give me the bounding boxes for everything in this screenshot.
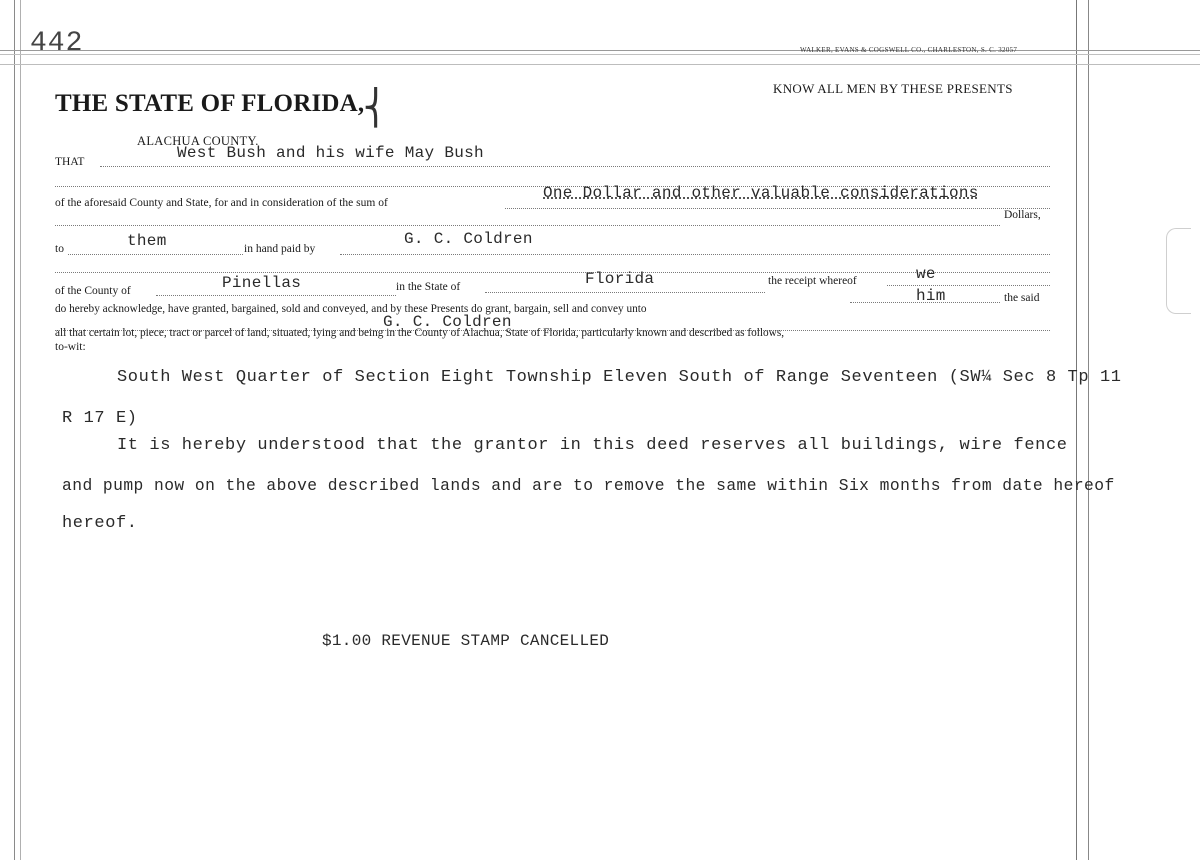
paid-by-fill-line bbox=[340, 254, 1050, 255]
sum-typed: One Dollar and other valuable considerations bbox=[543, 184, 979, 202]
that-fill-line bbox=[100, 166, 1050, 167]
in-hand-paid-label: in hand paid by bbox=[244, 243, 316, 255]
county-of-label: of the County of bbox=[55, 285, 131, 297]
county-label: ALACHUA COUNTY. bbox=[137, 134, 259, 148]
said-grantee-typed: G. C. Coldren bbox=[383, 313, 512, 331]
left-margin-line bbox=[14, 0, 15, 860]
receipt-party-typed: we bbox=[916, 265, 936, 283]
grantors-typed: West Bush and his wife May Bush bbox=[177, 144, 484, 162]
left-margin-line-2 bbox=[20, 0, 21, 860]
to-wit-label: to-wit: bbox=[55, 341, 86, 353]
to-fill-line bbox=[68, 254, 243, 255]
printer-imprint: WALKER, EVANS & COGSWELL CO., CHARLESTON, S. C. 32057 bbox=[800, 46, 1018, 54]
county-typed: Pinellas bbox=[222, 274, 302, 292]
acknowledge-text: do hereby acknowledge, have granted, bargained, sold and conveyed, and by these Presents do grant, bargain, sell and convey unto bbox=[55, 303, 647, 315]
receipt-whereof-label: the receipt whereof bbox=[768, 275, 857, 287]
binder-mark bbox=[1166, 228, 1191, 314]
state-of-label: in the State of bbox=[396, 281, 461, 293]
paid-by-typed: G. C. Coldren bbox=[404, 230, 533, 248]
right-border-line bbox=[1076, 0, 1077, 860]
consideration-text: of the aforesaid County and State, for and in consideration of the sum of bbox=[55, 197, 388, 209]
description-line-1: South West Quarter of Section Eight Township Eleven South of Range Seventeen (SW¼ Sec 8 Tp 11 bbox=[117, 368, 1122, 387]
to-whom-typed: them bbox=[127, 232, 167, 250]
state-title: THE STATE OF FLORIDA, bbox=[55, 90, 365, 117]
that-label: THAT bbox=[55, 156, 85, 168]
right-border-line-2 bbox=[1088, 0, 1089, 860]
receipt-fill-line bbox=[887, 285, 1050, 286]
know-all-men-heading: KNOW ALL MEN BY THESE PRESENTS bbox=[773, 81, 1013, 96]
page-number: 442 bbox=[30, 28, 84, 59]
revenue-stamp-note: $1.00 REVENUE STAMP CANCELLED bbox=[322, 632, 610, 650]
state-typed: Florida bbox=[585, 270, 655, 288]
unto-typed: him bbox=[916, 287, 946, 305]
reservation-line-1: It is hereby understood that the grantor in this deed reserves all buildings, wire fence bbox=[117, 436, 1068, 455]
reservation-line-3: hereof. bbox=[62, 514, 138, 533]
state-fill-line bbox=[485, 292, 765, 293]
sum-fill-line bbox=[505, 208, 1050, 209]
brace-mark: ⎨ bbox=[363, 90, 389, 127]
dollars-fill-line bbox=[55, 225, 1000, 226]
header-rule bbox=[0, 50, 1200, 51]
county-fill-line bbox=[156, 295, 396, 296]
parcel-text: all that certain lot, piece, tract or parcel of land, situated, lying and being in the County of Alachua, State of Florida, particularly known and described as follows, bbox=[55, 327, 785, 339]
dollars-label: Dollars, bbox=[1004, 209, 1041, 221]
header-rule-2 bbox=[0, 54, 1200, 55]
the-said-label: the said bbox=[1004, 292, 1040, 304]
to-label: to bbox=[55, 243, 64, 255]
description-line-2: R 17 E) bbox=[62, 409, 138, 428]
reservation-line-2: and pump now on the above described lands and are to remove the same within Six months from date hereof bbox=[62, 476, 1115, 495]
header-rule-3 bbox=[0, 64, 1200, 65]
blank-line-2 bbox=[55, 272, 1050, 273]
